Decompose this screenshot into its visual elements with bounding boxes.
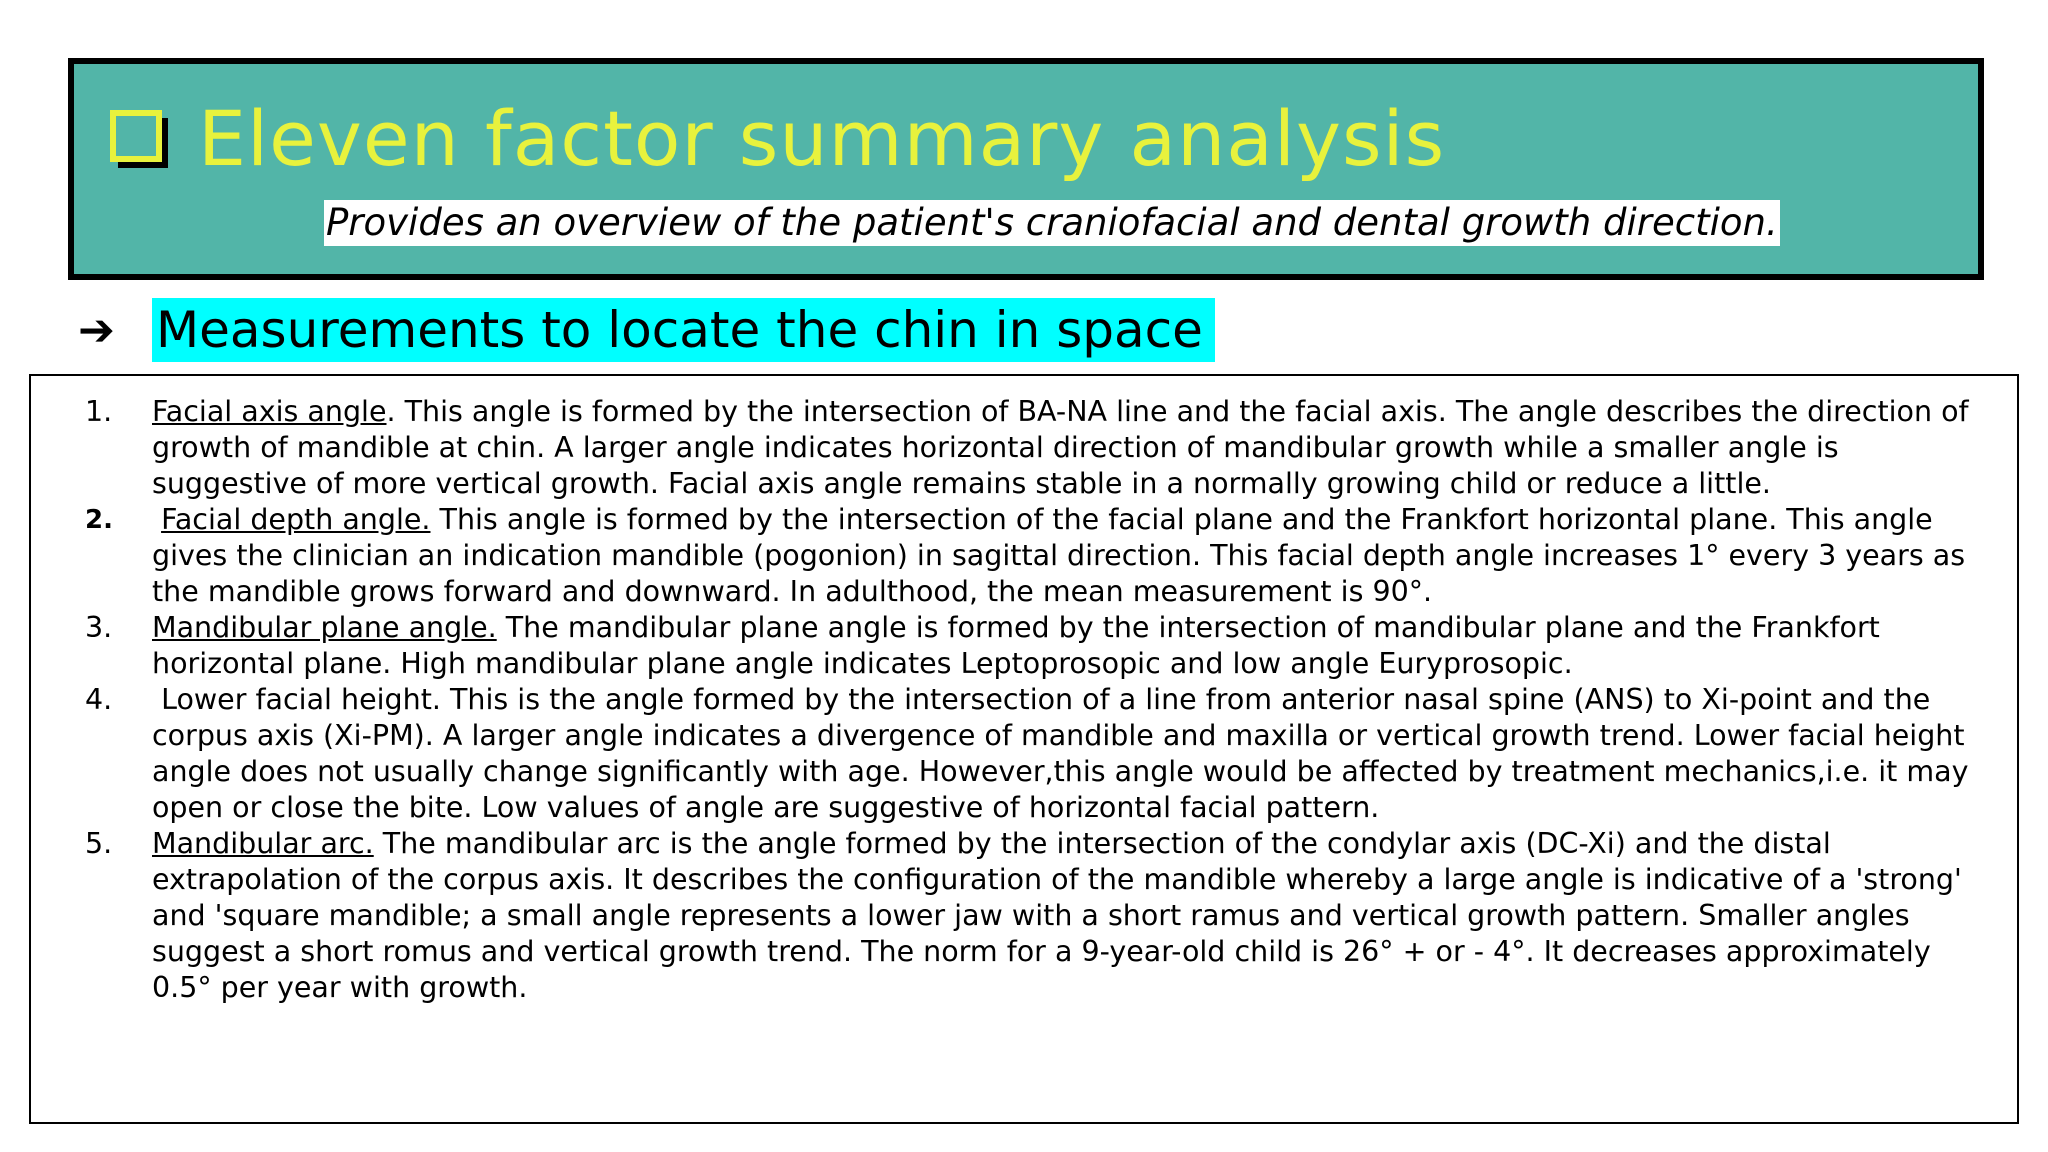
list-item-term: Facial depth angle. bbox=[161, 503, 431, 536]
list-item bbox=[85, 682, 1997, 826]
list-item-number: 5. bbox=[85, 827, 113, 860]
list-item-body bbox=[152, 826, 1997, 1006]
page-title: Eleven factor summary analysis bbox=[198, 94, 1446, 183]
arrow-right-icon: ➔ bbox=[78, 304, 115, 356]
list-item-text: This angle is formed by the intersection of the facial plane and the Frankfort horizontal plane. This angle gives the clinician an indication mandible (pogonion) in sagittal direction. This facial depth angle increases 1° every 3 years as the mandible grows forward and downward. In adulthood, the mean measurement is 90°. bbox=[152, 503, 1966, 608]
list-item-body bbox=[152, 610, 1997, 682]
checkbox-icon bbox=[108, 108, 170, 170]
list-item-text: This is the angle formed by the intersection of a line from anterior nasal spine (ANS) to Xi-point and the corpus axis (Xi-PM). A larger angle indicates a divergence of mandible and maxilla or vertical growth trend. Lower facial height angle does not usually change significantly with age. However,this angle would be affected by treatment mechanics,i.e. it may open or close the bite. Low values of angle are suggestive of horizontal facial pattern. bbox=[152, 683, 1969, 824]
list-item-term: Mandibular plane angle. bbox=[152, 611, 497, 644]
list-item-term: Mandibular arc. bbox=[152, 827, 374, 860]
list-item-number: 3. bbox=[85, 611, 113, 644]
title-row bbox=[108, 94, 1445, 183]
list-item bbox=[85, 826, 1997, 1006]
list-item-number: 1. bbox=[85, 395, 113, 428]
section-heading: Measurements to locate the chin in space bbox=[152, 298, 1215, 362]
page-subtitle: Provides an overview of the patient's craniofacial and dental growth direction. bbox=[326, 201, 1778, 244]
content-box bbox=[29, 374, 2019, 1124]
list-item-body bbox=[152, 682, 1997, 826]
title-banner bbox=[68, 58, 1984, 280]
list-item-term: Lower facial height. bbox=[161, 683, 441, 716]
list-item-body bbox=[152, 394, 1997, 502]
list-item-text: . This angle is formed by the intersection of BA-NA line and the facial axis. The angle describes the direction of growth of mandible at chin. A larger angle indicates horizontal direction of mandibular growth while a smaller angle is suggestive of more vertical growth. Facial axis angle remains stable in a normally growing child or reduce a little. bbox=[152, 395, 1969, 500]
section-heading-row bbox=[78, 298, 1215, 362]
list-item-text: The mandibular plane angle is formed by the intersection of mandibular plane and the Frankfort horizontal plane. High mandibular plane angle indicates Leptoprosopic and low angle Euryprosopic. bbox=[152, 611, 1880, 680]
list-item-term: Facial axis angle bbox=[152, 395, 387, 428]
list-item-text: The mandibular arc is the angle formed by the intersection of the condylar axis (DC-Xi) and the distal extrapolation of the corpus axis. It describes the configuration of the mandible whereby a large angle is indicative of a 'strong' and 'square mandible; a small angle represents a lower jaw with a short ramus and vertical growth pattern. Smaller angles suggest a short romus and vertical growth trend. The norm for a 9-year-old child is 26° + or - 4°. It decreases approximately 0.5° per year with growth. bbox=[152, 827, 1962, 1004]
list-item-number: 4. bbox=[85, 683, 113, 716]
list-item-number: 2. bbox=[85, 505, 113, 535]
list-item bbox=[85, 502, 1997, 610]
list-item bbox=[85, 394, 1997, 502]
list-item-body bbox=[152, 502, 1997, 610]
measurement-list bbox=[85, 394, 1997, 1006]
list-item bbox=[85, 610, 1997, 682]
